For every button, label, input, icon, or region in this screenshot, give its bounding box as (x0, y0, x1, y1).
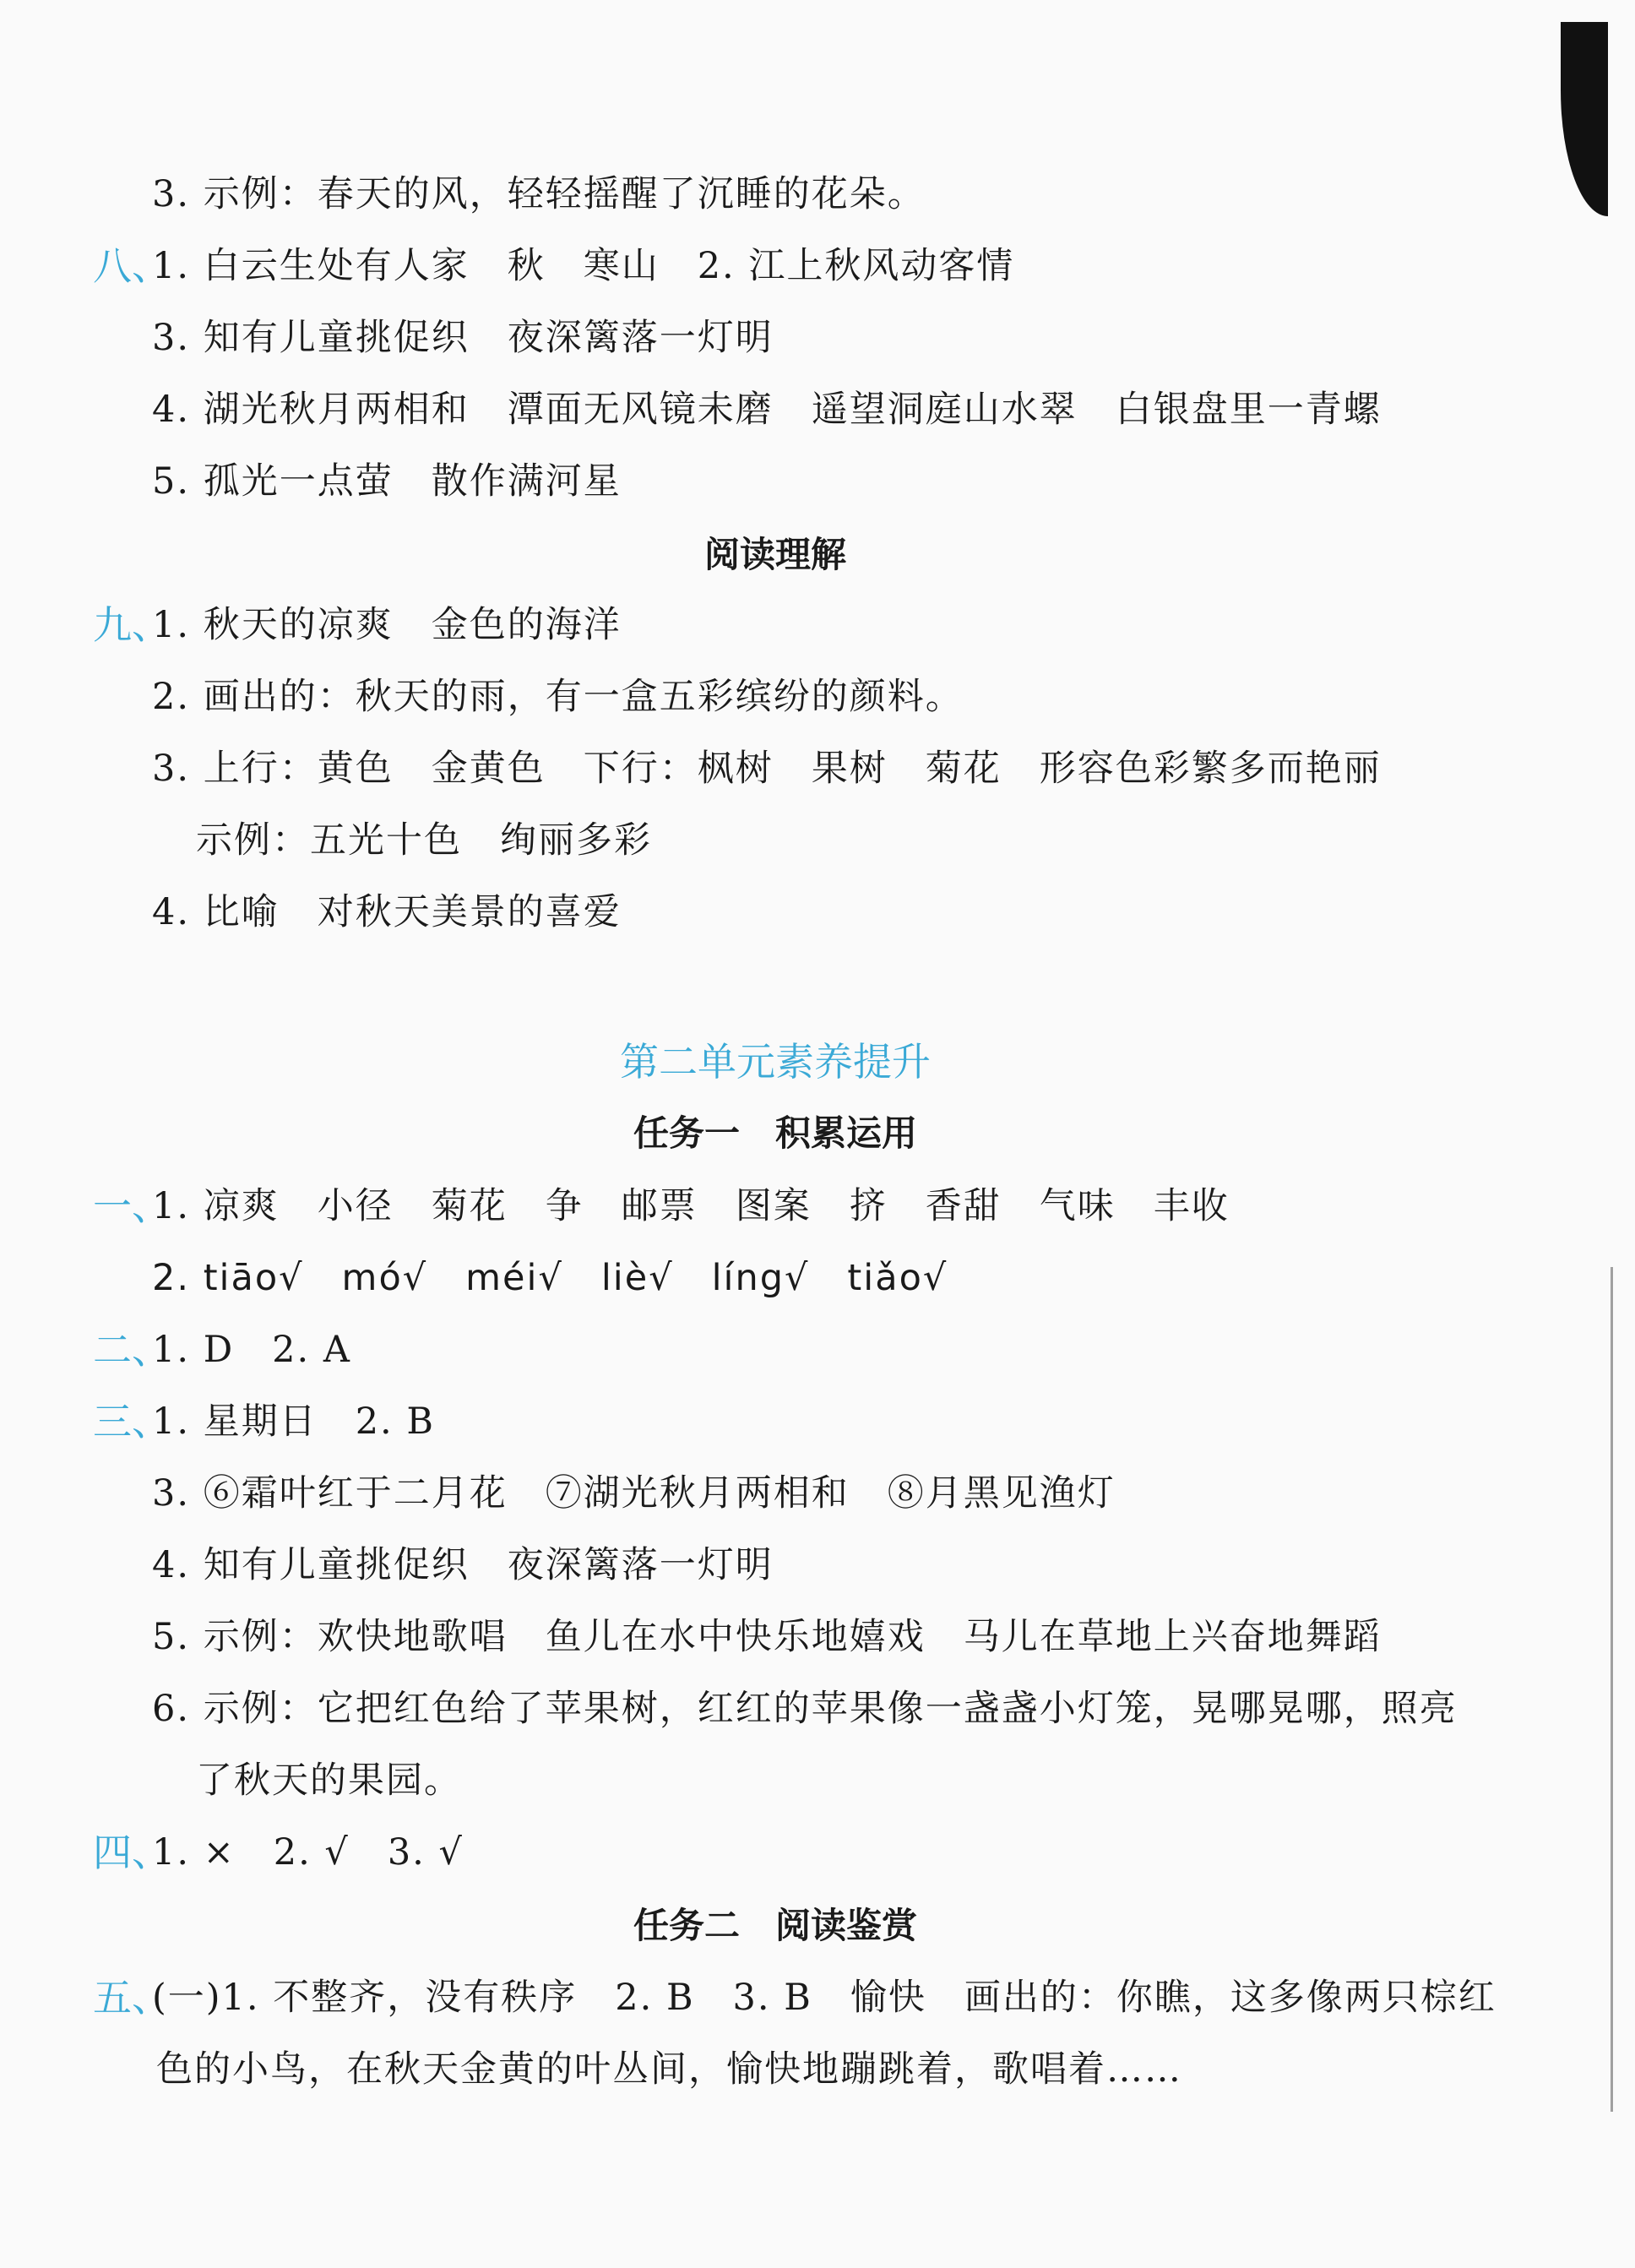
answer-line (152, 596, 622, 655)
answer-text: 4. 知有儿童挑促织 夜深篱落一灯明 (152, 1544, 774, 1586)
answer-line (152, 1536, 774, 1595)
answer-line (152, 1607, 1382, 1667)
answer-text: 1. 秋天的凉爽 金色的海洋 (152, 604, 622, 646)
answer-text: 1. 星期日 2. B (152, 1401, 435, 1443)
scan-edge-line (1611, 1267, 1613, 2112)
answer-text: 2. tiāo√ mó√ méi√ liè√ líng√ tiǎo√ (152, 1257, 948, 1299)
answer-text: (一)1. 不整齐，没有秩序 2. B 3. B 愉快 画出的：你瞧，这多像两只棕红 (152, 1977, 1496, 2019)
scan-shadow (1561, 22, 1608, 216)
answer-line (152, 1177, 1230, 1236)
answer-line (152, 452, 622, 511)
answer-line (152, 1464, 1116, 1523)
section-mark: 二、 (93, 1327, 171, 1373)
answer-line (196, 811, 652, 870)
answer-text: 3. 示例：春天的风，轻轻摇醒了沉睡的花朵。 (152, 173, 926, 215)
section-mark: 九、 (93, 602, 171, 648)
answer-line (152, 1248, 948, 1308)
answer-line (152, 308, 774, 367)
answer-line (156, 2040, 1182, 2099)
section-mark: 五、 (93, 1975, 171, 2021)
unit-title: 第二单元素养提升 (620, 1039, 931, 1085)
answer-text: 3. 知有儿童挑促织 夜深篱落一灯明 (152, 317, 774, 359)
answer-line (152, 883, 622, 942)
answer-line (196, 1751, 462, 1810)
answer-text: 1. D 2. A (152, 1329, 351, 1371)
answer-text: 5. 示例：欢快地歌唱 鱼儿在水中快乐地嬉戏 马儿在草地上兴奋地舞蹈 (152, 1616, 1382, 1658)
answer-text: 4. 湖光秋月两相和 潭面无风镜未磨 遥望洞庭山水翠 白银盘里一青螺 (152, 389, 1382, 431)
section-mark: 一、 (93, 1183, 171, 1229)
answer-text: 色的小鸟，在秋天金黄的叶丛间，愉快地蹦跳着，歌唱着…… (156, 2048, 1182, 2091)
section-mark: 八、 (93, 243, 171, 289)
answer-line (152, 739, 1382, 798)
answer-text: 1. × 2. √ 3. √ (152, 1831, 464, 1874)
answer-text: 示例：五光十色 绚丽多彩 (196, 819, 652, 862)
answer-line (152, 1392, 435, 1451)
answer-text: 了秋天的果园。 (196, 1759, 462, 1802)
answer-text: 1. 凉爽 小径 菊花 争 邮票 图案 挤 香甜 气味 丰收 (152, 1185, 1230, 1227)
answer-text: 4. 比喻 对秋天美景的喜爱 (152, 891, 622, 933)
answer-text: 2. 画出的：秋天的雨，有一盒五彩缤纷的颜料。 (152, 676, 964, 718)
answer-line (152, 1320, 351, 1379)
answer-text: 3. 上行：黄色 金黄色 下行：枫树 果树 菊花 形容色彩繁多而艳丽 (152, 748, 1382, 790)
answer-line (152, 237, 1014, 296)
answer-line (152, 667, 964, 726)
answer-line (152, 380, 1382, 439)
answer-text: 1. 白云生处有人家 秋 寒山 2. 江上秋风动客情 (152, 245, 1015, 287)
answer-text: 5. 孤光一点萤 散作满河星 (152, 460, 622, 503)
answer-line (152, 1968, 1496, 2027)
answer-line (152, 1823, 464, 1882)
section-heading: 任务一 积累运用 (633, 1112, 917, 1154)
answer-line (152, 1679, 1458, 1738)
answer-text: 3. ⑥霜叶红于二月花 ⑦湖光秋月两相和 ⑧月黑见渔灯 (152, 1472, 1116, 1515)
section-heading: 任务二 阅读鉴赏 (633, 1905, 917, 1946)
section-mark: 四、 (93, 1830, 171, 1875)
answer-text: 6. 示例：它把红色给了苹果树，红红的苹果像一盏盏小灯笼，晃哪晃哪，照亮 (152, 1688, 1458, 1730)
section-heading: 阅读理解 (703, 534, 846, 575)
answer-line (152, 165, 926, 224)
section-mark: 三、 (93, 1399, 171, 1444)
